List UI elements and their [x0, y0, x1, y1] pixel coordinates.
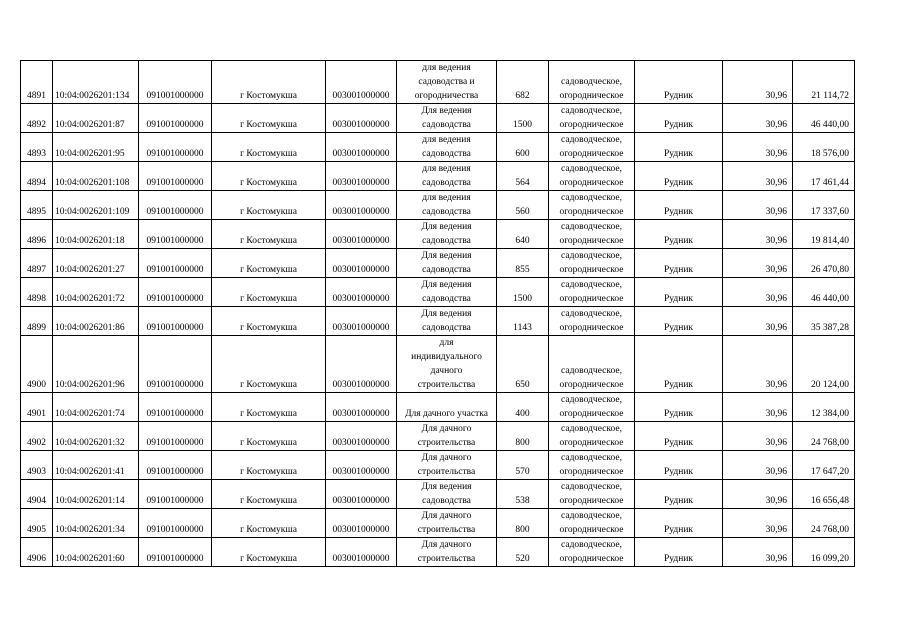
permitted-use-cell-line: для ведения	[422, 193, 471, 203]
permitted-use-cell	[397, 133, 497, 162]
area-cell: 400	[497, 393, 549, 422]
row-number-cell: 4894	[21, 162, 53, 191]
cadastral-value-cell: 46 440,00	[793, 104, 855, 133]
land-cadastral-table	[20, 60, 855, 567]
use-type-cell	[549, 191, 635, 220]
cadastral-number-cell: 10:04:0026201:32	[53, 422, 139, 451]
table-row	[21, 422, 855, 451]
use-type-cell	[549, 104, 635, 133]
zone-cell: Рудник	[635, 104, 723, 133]
locality-cell: г Костомукша	[212, 220, 326, 249]
cadastral-number-cell: 10:04:0026201:87	[53, 104, 139, 133]
use-type-cell	[549, 278, 635, 307]
cadastral-number-cell: 10:04:0026201:108	[53, 162, 139, 191]
okato-code-cell: 091001000000	[139, 509, 212, 538]
rate-cell: 30,96	[723, 480, 793, 509]
row-number-cell: 4901	[21, 393, 53, 422]
locality-cell: г Костомукша	[212, 61, 326, 104]
use-type-cell-line: садоводческое,	[561, 424, 622, 434]
locality-cell: г Костомукша	[212, 422, 326, 451]
permitted-use-cell	[397, 451, 497, 480]
use-type-cell-line: садоводческое,	[561, 77, 622, 87]
locality-cell: г Костомукша	[212, 509, 326, 538]
category-code-cell: 003001000000	[326, 480, 397, 509]
use-type-cell-line: садоводческое,	[561, 135, 622, 145]
use-type-cell	[549, 249, 635, 278]
table-row	[21, 162, 855, 191]
row-number-cell: 4891	[21, 61, 53, 104]
category-code-cell: 003001000000	[326, 336, 397, 393]
use-type-cell-line: огородническое	[559, 91, 624, 101]
permitted-use-cell-line: Для дачного	[421, 540, 472, 550]
okato-code-cell: 091001000000	[139, 191, 212, 220]
permitted-use-cell-line: строительства	[417, 554, 476, 564]
area-cell: 800	[497, 422, 549, 451]
permitted-use-cell	[397, 104, 497, 133]
row-number-cell: 4905	[21, 509, 53, 538]
rate-cell: 30,96	[723, 307, 793, 336]
okato-code-cell: 091001000000	[139, 133, 212, 162]
permitted-use-cell	[397, 61, 497, 104]
cadastral-value-cell: 26 470,80	[793, 249, 855, 278]
area-cell: 1500	[497, 278, 549, 307]
okato-code-cell: 091001000000	[139, 162, 212, 191]
use-type-cell-line: садоводческое,	[561, 251, 622, 261]
zone-cell: Рудник	[635, 509, 723, 538]
use-type-cell-line: садоводческое,	[561, 193, 622, 203]
category-code-cell: 003001000000	[326, 104, 397, 133]
zone-cell: Рудник	[635, 538, 723, 567]
category-code-cell: 003001000000	[326, 307, 397, 336]
permitted-use-cell-line: для	[439, 338, 454, 348]
zone-cell: Рудник	[635, 220, 723, 249]
permitted-use-cell	[397, 278, 497, 307]
permitted-use-cell-line: Для ведения	[421, 482, 472, 492]
zone-cell: Рудник	[635, 307, 723, 336]
row-number-cell: 4895	[21, 191, 53, 220]
cadastral-number-cell: 10:04:0026201:60	[53, 538, 139, 567]
row-number-cell: 4900	[21, 336, 53, 393]
cadastral-value-cell: 16 656,48	[793, 480, 855, 509]
locality-cell: г Костомукша	[212, 451, 326, 480]
use-type-cell-line: садоводческое,	[561, 453, 622, 463]
cadastral-value-cell: 17 647,20	[793, 451, 855, 480]
rate-cell: 30,96	[723, 336, 793, 393]
permitted-use-cell	[397, 307, 497, 336]
permitted-use-cell-line: Для ведения	[421, 222, 472, 232]
cadastral-number-cell: 10:04:0026201:27	[53, 249, 139, 278]
zone-cell: Рудник	[635, 422, 723, 451]
cadastral-value-cell: 17 337,60	[793, 191, 855, 220]
locality-cell: г Костомукша	[212, 538, 326, 567]
permitted-use-cell-line: садоводства	[422, 294, 471, 304]
table-row	[21, 538, 855, 567]
permitted-use-cell	[397, 422, 497, 451]
locality-cell: г Костомукша	[212, 162, 326, 191]
permitted-use-cell-line: огородничества	[414, 91, 479, 101]
use-type-cell	[549, 307, 635, 336]
cadastral-number-cell: 10:04:0026201:72	[53, 278, 139, 307]
area-cell: 570	[497, 451, 549, 480]
use-type-cell-line: огородническое	[559, 120, 624, 130]
permitted-use-cell	[397, 249, 497, 278]
permitted-use-cell-line: строительства	[417, 467, 476, 477]
use-type-cell-line: огородническое	[559, 207, 624, 217]
area-cell: 560	[497, 191, 549, 220]
cadastral-value-cell: 18 576,00	[793, 133, 855, 162]
category-code-cell: 003001000000	[326, 509, 397, 538]
permitted-use-cell-line: для ведения	[422, 164, 471, 174]
permitted-use-cell-line: садоводства	[422, 323, 471, 333]
use-type-cell-line: огородническое	[559, 294, 624, 304]
table-row	[21, 480, 855, 509]
use-type-cell-line: садоводческое,	[561, 106, 622, 116]
use-type-cell	[549, 220, 635, 249]
permitted-use-cell	[397, 162, 497, 191]
use-type-cell	[549, 422, 635, 451]
permitted-use-cell	[397, 480, 497, 509]
table-body	[21, 61, 855, 567]
use-type-cell-line: огородническое	[559, 323, 624, 333]
cadastral-number-cell: 10:04:0026201:34	[53, 509, 139, 538]
use-type-cell-line: садоводческое,	[561, 482, 622, 492]
row-number-cell: 4906	[21, 538, 53, 567]
use-type-cell-line: огородническое	[559, 149, 624, 159]
permitted-use-cell	[397, 393, 497, 422]
use-type-cell-line: садоводческое,	[561, 540, 622, 550]
cadastral-number-cell: 10:04:0026201:74	[53, 393, 139, 422]
rate-cell: 30,96	[723, 104, 793, 133]
row-number-cell: 4902	[21, 422, 53, 451]
table-row	[21, 451, 855, 480]
cadastral-value-cell: 17 461,44	[793, 162, 855, 191]
cadastral-value-cell: 35 387,28	[793, 307, 855, 336]
area-cell: 640	[497, 220, 549, 249]
area-cell: 682	[497, 61, 549, 104]
category-code-cell: 003001000000	[326, 249, 397, 278]
okato-code-cell: 091001000000	[139, 220, 212, 249]
permitted-use-cell-line: садоводства и	[418, 77, 475, 87]
row-number-cell: 4904	[21, 480, 53, 509]
use-type-cell	[549, 480, 635, 509]
permitted-use-cell	[397, 220, 497, 249]
permitted-use-cell	[397, 191, 497, 220]
cadastral-value-cell: 20 124,00	[793, 336, 855, 393]
okato-code-cell: 091001000000	[139, 451, 212, 480]
use-type-cell-line: садоводческое,	[561, 280, 622, 290]
cadastral-value-cell: 21 114,72	[793, 61, 855, 104]
table-row	[21, 278, 855, 307]
use-type-cell	[549, 133, 635, 162]
rate-cell: 30,96	[723, 162, 793, 191]
permitted-use-cell-line: для ведения	[422, 135, 471, 145]
rate-cell: 30,96	[723, 509, 793, 538]
permitted-use-cell-line: для ведения	[422, 63, 471, 73]
locality-cell: г Костомукша	[212, 336, 326, 393]
zone-cell: Рудник	[635, 61, 723, 104]
rate-cell: 30,96	[723, 220, 793, 249]
category-code-cell: 003001000000	[326, 422, 397, 451]
locality-cell: г Костомукша	[212, 307, 326, 336]
zone-cell: Рудник	[635, 451, 723, 480]
use-type-cell-line: огородническое	[559, 380, 624, 390]
permitted-use-cell-line: дачного	[430, 366, 463, 376]
permitted-use-cell-line: садоводства	[422, 207, 471, 217]
zone-cell: Рудник	[635, 133, 723, 162]
permitted-use-cell-line: Для дачного	[421, 424, 472, 434]
permitted-use-cell-line: Для ведения	[421, 106, 472, 116]
use-type-cell-line: огородническое	[559, 409, 624, 419]
locality-cell: г Костомукша	[212, 480, 326, 509]
rate-cell: 30,96	[723, 422, 793, 451]
category-code-cell: 003001000000	[326, 393, 397, 422]
okato-code-cell: 091001000000	[139, 422, 212, 451]
area-cell: 520	[497, 538, 549, 567]
zone-cell: Рудник	[635, 249, 723, 278]
permitted-use-cell-line: садоводства	[422, 265, 471, 275]
use-type-cell-line: садоводческое,	[561, 395, 622, 405]
cadastral-value-cell: 24 768,00	[793, 422, 855, 451]
category-code-cell: 003001000000	[326, 451, 397, 480]
row-number-cell: 4896	[21, 220, 53, 249]
table-row	[21, 191, 855, 220]
use-type-cell	[549, 538, 635, 567]
area-cell: 800	[497, 509, 549, 538]
permitted-use-cell-line: Для дачного участка	[405, 409, 488, 419]
use-type-cell-line: огородническое	[559, 554, 624, 564]
table-row	[21, 220, 855, 249]
category-code-cell: 003001000000	[326, 538, 397, 567]
zone-cell: Рудник	[635, 278, 723, 307]
permitted-use-cell-line: Для ведения	[421, 309, 472, 319]
okato-code-cell: 091001000000	[139, 393, 212, 422]
okato-code-cell: 091001000000	[139, 336, 212, 393]
okato-code-cell: 091001000000	[139, 480, 212, 509]
use-type-cell-line: огородническое	[559, 236, 624, 246]
permitted-use-cell-line: садоводства	[422, 236, 471, 246]
area-cell: 650	[497, 336, 549, 393]
permitted-use-cell-line: строительства	[417, 525, 476, 535]
zone-cell: Рудник	[635, 162, 723, 191]
cadastral-number-cell: 10:04:0026201:86	[53, 307, 139, 336]
zone-cell: Рудник	[635, 191, 723, 220]
use-type-cell	[549, 451, 635, 480]
cadastral-number-cell: 10:04:0026201:96	[53, 336, 139, 393]
cadastral-number-cell: 10:04:0026201:95	[53, 133, 139, 162]
use-type-cell-line: огородническое	[559, 525, 624, 535]
permitted-use-cell	[397, 538, 497, 567]
use-type-cell-line: садоводческое,	[561, 222, 622, 232]
table-row	[21, 509, 855, 538]
table-row	[21, 61, 855, 104]
use-type-cell-line: садоводческое,	[561, 164, 622, 174]
cadastral-value-cell: 19 814,40	[793, 220, 855, 249]
land-cadastral-table-sheet	[20, 60, 855, 567]
row-number-cell: 4898	[21, 278, 53, 307]
locality-cell: г Костомукша	[212, 133, 326, 162]
table-row	[21, 249, 855, 278]
table-row	[21, 307, 855, 336]
category-code-cell: 003001000000	[326, 278, 397, 307]
cadastral-number-cell: 10:04:0026201:109	[53, 191, 139, 220]
use-type-cell-line: огородническое	[559, 265, 624, 275]
permitted-use-cell-line: Для дачного	[421, 453, 472, 463]
table-row	[21, 133, 855, 162]
use-type-cell	[549, 336, 635, 393]
cadastral-value-cell: 24 768,00	[793, 509, 855, 538]
rate-cell: 30,96	[723, 451, 793, 480]
category-code-cell: 003001000000	[326, 61, 397, 104]
permitted-use-cell	[397, 509, 497, 538]
row-number-cell: 4897	[21, 249, 53, 278]
cadastral-number-cell: 10:04:0026201:14	[53, 480, 139, 509]
area-cell: 855	[497, 249, 549, 278]
permitted-use-cell-line: садоводства	[422, 496, 471, 506]
use-type-cell	[549, 509, 635, 538]
okato-code-cell: 091001000000	[139, 104, 212, 133]
use-type-cell-line: огородническое	[559, 178, 624, 188]
use-type-cell-line: садоводческое,	[561, 309, 622, 319]
cadastral-number-cell: 10:04:0026201:41	[53, 451, 139, 480]
use-type-cell	[549, 162, 635, 191]
category-code-cell: 003001000000	[326, 133, 397, 162]
table-row	[21, 104, 855, 133]
cadastral-value-cell: 12 384,00	[793, 393, 855, 422]
okato-code-cell: 091001000000	[139, 61, 212, 104]
locality-cell: г Костомукша	[212, 249, 326, 278]
cadastral-number-cell: 10:04:0026201:18	[53, 220, 139, 249]
use-type-cell-line: огородническое	[559, 496, 624, 506]
rate-cell: 30,96	[723, 61, 793, 104]
area-cell: 538	[497, 480, 549, 509]
permitted-use-cell-line: Для дачного	[421, 511, 472, 521]
locality-cell: г Костомукша	[212, 104, 326, 133]
rate-cell: 30,96	[723, 191, 793, 220]
okato-code-cell: 091001000000	[139, 538, 212, 567]
permitted-use-cell-line: Для ведения	[421, 251, 472, 261]
rate-cell: 30,96	[723, 133, 793, 162]
permitted-use-cell-line: Для ведения	[421, 280, 472, 290]
okato-code-cell: 091001000000	[139, 307, 212, 336]
permitted-use-cell-line: индивидуального	[411, 352, 482, 362]
rate-cell: 30,96	[723, 393, 793, 422]
zone-cell: Рудник	[635, 480, 723, 509]
area-cell: 1500	[497, 104, 549, 133]
cadastral-value-cell: 16 099,20	[793, 538, 855, 567]
area-cell: 600	[497, 133, 549, 162]
permitted-use-cell-line: садоводства	[422, 120, 471, 130]
permitted-use-cell-line: садоводства	[422, 149, 471, 159]
permitted-use-cell-line: строительства	[417, 380, 476, 390]
cadastral-number-cell: 10:04:0026201:134	[53, 61, 139, 104]
category-code-cell: 003001000000	[326, 162, 397, 191]
permitted-use-cell	[397, 336, 497, 393]
zone-cell: Рудник	[635, 336, 723, 393]
use-type-cell	[549, 393, 635, 422]
cadastral-value-cell: 46 440,00	[793, 278, 855, 307]
use-type-cell-line: садоводческое,	[561, 511, 622, 521]
use-type-cell	[549, 61, 635, 104]
row-number-cell: 4892	[21, 104, 53, 133]
row-number-cell: 4893	[21, 133, 53, 162]
category-code-cell: 003001000000	[326, 191, 397, 220]
okato-code-cell: 091001000000	[139, 249, 212, 278]
locality-cell: г Костомукша	[212, 278, 326, 307]
use-type-cell-line: огородническое	[559, 438, 624, 448]
area-cell: 564	[497, 162, 549, 191]
locality-cell: г Костомукша	[212, 393, 326, 422]
table-row	[21, 393, 855, 422]
category-code-cell: 003001000000	[326, 220, 397, 249]
table-row	[21, 336, 855, 393]
use-type-cell-line: огородническое	[559, 467, 624, 477]
permitted-use-cell-line: садоводства	[422, 178, 471, 188]
zone-cell: Рудник	[635, 393, 723, 422]
permitted-use-cell-line: строительства	[417, 438, 476, 448]
row-number-cell: 4899	[21, 307, 53, 336]
rate-cell: 30,96	[723, 249, 793, 278]
row-number-cell: 4903	[21, 451, 53, 480]
area-cell: 1143	[497, 307, 549, 336]
use-type-cell-line: садоводческое,	[561, 366, 622, 376]
rate-cell: 30,96	[723, 278, 793, 307]
okato-code-cell: 091001000000	[139, 278, 212, 307]
locality-cell: г Костомукша	[212, 191, 326, 220]
rate-cell: 30,96	[723, 538, 793, 567]
